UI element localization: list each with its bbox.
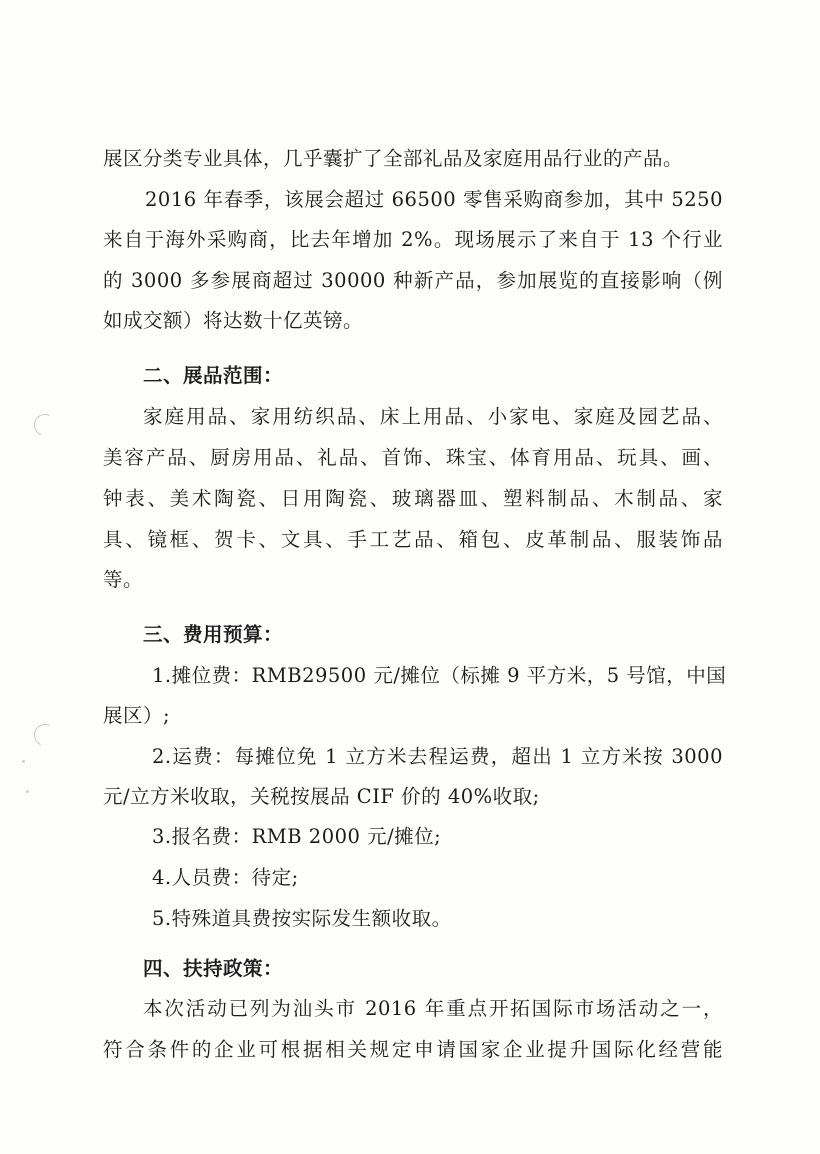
punch-hole-mark [31,721,59,749]
body-text-line: 2.运费：每摊位免 1 立方米去程运费，超出 1 立方米按 3000 [152,745,723,768]
body-text-line: 来自于海外采购商，比去年增加 2%。现场展示了来自于 13 个行业 [103,228,723,251]
section-heading: 四、扶持政策： [143,957,284,980]
body-text-line: 3.报名费：RMB 2000 元/摊位; [152,825,442,848]
body-text-line: 展区分类专业具体，几乎囊扩了全部礼品及家庭用品行业的产品。 [103,147,684,170]
scan-speck [22,760,25,763]
body-text-line: 美容产品、厨房用品、礼品、首饰、珠宝、体育用品、玩具、画、 [103,446,723,469]
body-text-line: 1.摊位费：RMB29500 元/摊位（标摊 9 平方米，5 号馆，中国 [152,664,727,687]
body-text-line: 展区）; [103,704,171,727]
body-text-line: 家庭用品、家用纺织品、床上用品、小家电、家庭及园艺品、 [143,405,723,428]
body-text-line: 符合条件的企业可根据相关规定申请国家企业提升国际化经营能 [103,1038,723,1061]
body-text-line: 具、镜框、贺卡、文具、手工艺品、箱包、皮革制品、服装饰品 [103,528,723,551]
body-text-line: 等。 [103,568,144,591]
body-text-line: 5.特殊道具费按实际发生额收取。 [152,907,452,930]
body-text-line: 如成交额）将达数十亿英镑。 [103,309,364,332]
section-heading: 二、展品范围： [143,364,284,387]
section-heading: 三、费用预算： [143,623,284,646]
scan-speck [26,790,29,793]
body-text-line: 本次活动已列为汕头市 2016 年重点开拓国际市场活动之一， [143,997,723,1020]
body-text-line: 钟表、美术陶瓷、日用陶瓷、玻璃器皿、塑料制品、木制品、家 [103,487,723,510]
body-text-line: 元/立方米收取，关税按展品 CIF 价的 40%收取; [103,785,540,808]
punch-hole-mark [31,411,59,439]
body-text-line: 4.人员费：待定; [152,866,299,889]
body-text-line: 2016 年春季，该展会超过 66500 零售采购商参加，其中 5250 [145,188,723,211]
body-text-line: 的 3000 多参展商超过 30000 种新产品，参加展览的直接影响（例 [103,269,723,292]
